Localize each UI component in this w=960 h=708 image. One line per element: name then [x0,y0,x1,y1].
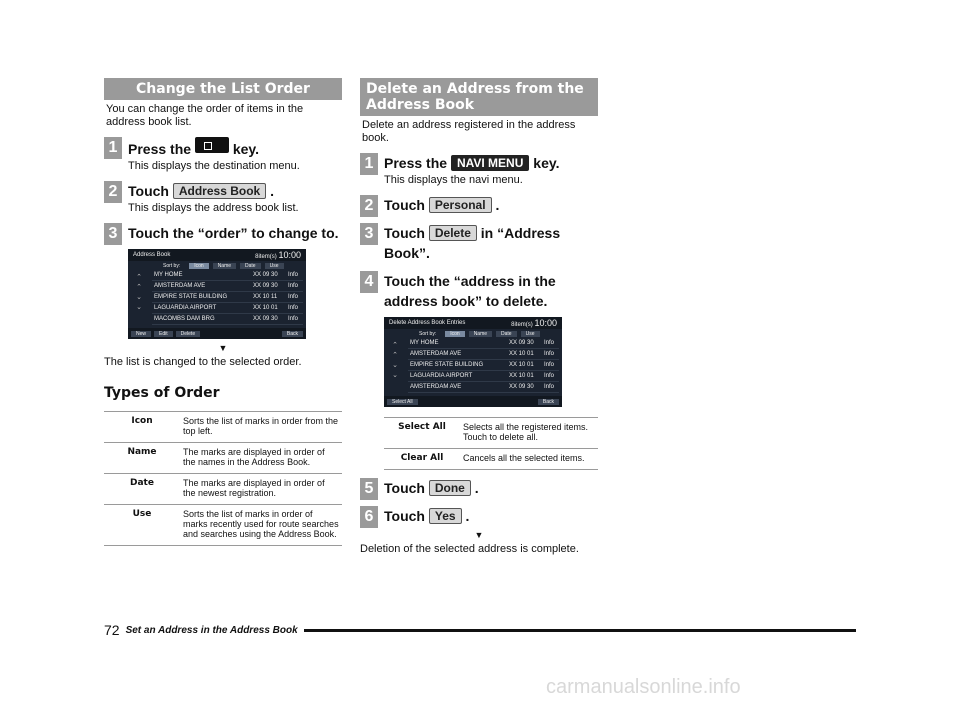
step-4 [360,271,598,470]
row-date: XX 09 30 [509,340,534,346]
row-info: Info [287,316,298,322]
row-name: AMSTERDAM AVE [154,283,206,289]
page-number: 72 [104,622,120,638]
list-item[interactable] [152,270,303,281]
yes-key: Yes [429,508,462,524]
section-heading: Delete an Address from the Address Book [360,78,598,116]
screen-button-bar [384,396,562,407]
step-text: key. [232,141,260,157]
step-text: . [474,480,479,496]
list-item[interactable] [408,349,559,360]
step-5 [360,478,598,498]
row-name: LAGUARDIA AIRPORT [410,373,473,379]
row-info: Info [287,305,298,311]
step-description: This displays the navi menu. [384,174,523,186]
step-number: 2 [360,195,378,217]
step-title [384,195,598,215]
step-title: Touch the “order” to change to. [128,225,339,241]
delete-button[interactable]: Delete [176,331,200,337]
step-text: . [270,183,274,199]
step-text: . [465,508,470,524]
step-text: Press the [384,155,448,171]
step-2 [104,181,342,215]
edit-button[interactable]: Edit [154,331,173,337]
section-heading: Change the List Order [104,78,342,100]
term: Date [104,474,180,505]
table-row [104,474,342,505]
table-row [384,449,598,470]
table-row [104,412,342,443]
item-count: 8item(s) [511,322,533,328]
options-table [384,417,598,470]
row-date: XX 10 11 [253,294,278,300]
row-name: MACOMBS DAM BRG [154,316,215,322]
table-row [384,418,598,449]
row-name: MY HOME [154,272,183,278]
sort-name-button[interactable]: Name [213,263,236,269]
row-date: XX 09 30 [253,283,278,289]
step-text: Touch [384,225,425,241]
navi-menu-key: NAVI MENU [451,155,529,171]
list-item[interactable] [408,382,559,393]
item-count: 8item(s) [255,254,277,260]
step-text: Touch [128,183,169,199]
done-key: Done [429,480,471,496]
screen-title: Delete Address Book Entries [389,320,466,326]
clock: 10:00 [534,318,557,328]
row-name: MY HOME [410,340,439,346]
row-info: Info [543,373,554,379]
row-info: Info [287,294,298,300]
row-name: AMSTERDAM AVE [410,351,462,357]
right-column [360,78,598,556]
clock: 10:00 [278,250,301,260]
back-button[interactable]: Back [538,399,559,405]
step-number: 6 [360,506,378,528]
list-item[interactable] [152,303,303,314]
types-table [104,411,342,546]
step-3 [104,223,342,339]
section-intro: Delete an address registered in the address book. [362,119,576,144]
definition: Sorts the list of marks in order of marks recently used for route searches and searches using the Address Book. [180,505,342,546]
table-row [104,505,342,546]
step-2 [360,195,598,215]
definition: The marks are displayed in order of the newest registration. [180,474,342,505]
row-date: XX 10 01 [509,351,534,357]
term: Clear All [384,449,460,470]
types-heading: Types of Order [104,385,220,401]
step-text: Press the [128,141,192,157]
screen-titlebar [128,249,306,261]
term: Select All [384,418,460,449]
sort-use-button[interactable]: Use [521,331,540,337]
step-3 [360,223,598,263]
list-item[interactable] [152,314,303,325]
step-title [128,181,342,201]
screen-button-bar [128,328,306,339]
step-number: 4 [360,271,378,293]
screen-status [511,318,557,328]
row-date: XX 10 01 [509,362,534,368]
step-title: Touch the “address in the address book” to delete. [384,273,556,309]
sort-label: Sort by: [163,262,181,269]
destination-key-icon [195,137,229,153]
step-text: Touch [384,197,425,213]
step-description: This displays the address book list. [128,202,299,214]
step-6 [360,506,598,526]
row-date: XX 09 30 [253,272,278,278]
result-arrow: ▼ [474,530,484,540]
sort-label: Sort by: [419,330,437,337]
row-info: Info [543,351,554,357]
row-name: AMSTERDAM AVE [410,384,462,390]
row-date: XX 10 01 [509,373,534,379]
personal-key: Personal [429,197,492,213]
step-title [384,153,598,173]
step-number: 2 [104,181,122,203]
sort-date-button[interactable]: Date [240,263,261,269]
row-name: EMPIRE STATE BUILDING [154,294,228,300]
screen-title: Address Book [133,252,171,258]
scroll-arrows-icon: ⌃ ⌃ ⌄ ⌄ [136,274,142,311]
step-title [384,506,598,526]
result-arrow: ▼ [218,343,228,353]
step-title [384,223,598,263]
step-text: in “Address Book”. [384,225,561,261]
screen-titlebar [384,317,562,329]
list-item[interactable] [152,292,303,303]
left-column [104,78,342,546]
definition: The marks are displayed in order of the names in the Address Book. [180,443,342,474]
term: Name [104,443,180,474]
definition: Sorts the list of marks in order from the top left. [180,412,342,443]
back-button[interactable]: Back [282,331,303,337]
row-info: Info [287,272,298,278]
list-item[interactable] [408,360,559,371]
step-text: key. [533,155,560,171]
new-button[interactable]: New [131,331,151,337]
sort-date-button[interactable]: Date [496,331,517,337]
footer-rule [304,629,856,632]
watermark: carmanualsonline.info [546,676,741,698]
row-info: Info [543,362,554,368]
address-book-key: Address Book [173,183,266,199]
row-info: Info [543,340,554,346]
step-number: 1 [360,153,378,175]
list-item[interactable] [152,281,303,292]
row-date: XX 09 30 [253,316,278,322]
address-book-screenshot [128,249,306,339]
step-number: 3 [104,223,122,245]
select-all-button[interactable]: Select All [387,399,418,405]
step-text: . [495,197,500,213]
row-info: Info [543,384,554,390]
list-item[interactable] [408,338,559,349]
delete-entries-screenshot [384,317,562,407]
list-item[interactable] [408,371,559,382]
term: Use [104,505,180,546]
chapter-title: Set an Address in the Address Book [125,624,298,636]
sort-use-button[interactable]: Use [265,263,284,269]
row-name: EMPIRE STATE BUILDING [410,362,484,368]
sort-name-button[interactable]: Name [469,331,492,337]
definition: Cancels all the selected items. [460,449,598,470]
term: Icon [104,412,180,443]
section-intro: You can change the order of items in the address book list. [106,103,304,128]
step-1 [104,137,342,173]
scroll-arrows-icon: ⌃ ⌃ ⌄ ⌄ [392,342,398,379]
sort-icon-button[interactable]: Icon [445,331,464,337]
sort-icon-button[interactable]: Icon [189,263,208,269]
step-number: 5 [360,478,378,500]
step-title [384,478,598,498]
step-result: The list is changed to the selected order. [104,356,302,368]
row-info: Info [287,283,298,289]
screen-status [255,250,301,260]
step-text: Touch [384,480,425,496]
delete-key: Delete [429,225,477,241]
page-footer [104,622,856,638]
sort-bar [128,261,306,270]
step-text: Touch [384,508,425,524]
table-row [104,443,342,474]
row-date: XX 10 01 [253,305,278,311]
row-date: XX 09 30 [509,384,534,390]
step-title [128,137,342,159]
step-number: 3 [360,223,378,245]
step-1 [360,153,598,187]
step-description: This displays the destination menu. [128,160,300,172]
row-name: LAGUARDIA AIRPORT [154,305,217,311]
sort-bar [384,329,562,338]
definition: Selects all the registered items. Touch to delete all. [460,418,598,449]
step-number: 1 [104,137,122,159]
step-result: Deletion of the selected address is complete. [360,543,579,555]
